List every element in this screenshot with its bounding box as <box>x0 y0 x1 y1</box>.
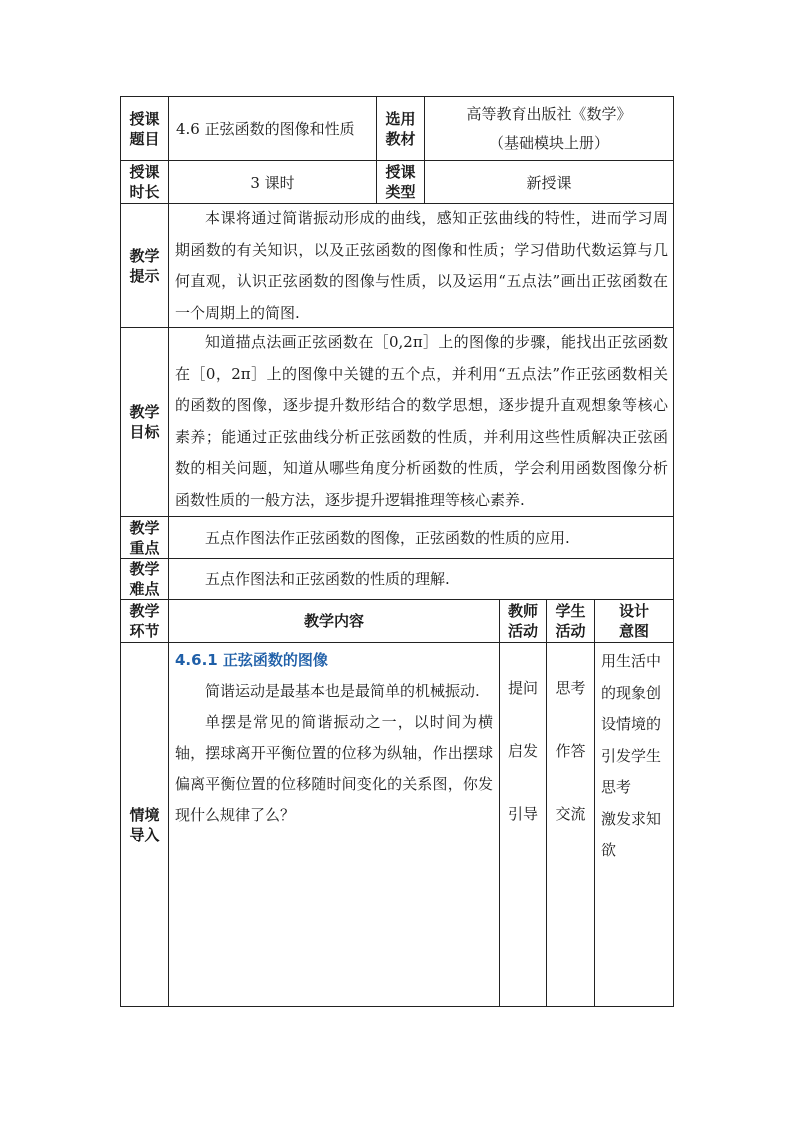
label-line: 授课 <box>129 163 160 181</box>
design-line: 用生活中 <box>601 652 662 670</box>
label-line: 活动 <box>507 622 538 640</box>
difficulty-text: 五点作图法和正弦函数的性质的理解. <box>205 570 450 588</box>
duration-text: 3 课时 <box>250 173 295 192</box>
label-line: 授课 <box>129 109 160 128</box>
stage-header <box>121 600 168 642</box>
label-line: 教学 <box>129 518 160 537</box>
objective-label <box>121 328 168 516</box>
label-line: 教师 <box>507 602 538 620</box>
hint-label <box>121 204 168 327</box>
label-line: 设计 <box>618 602 649 620</box>
lesson-topic <box>176 97 374 160</box>
student-activity: 作答 <box>555 742 586 760</box>
teacher-activity: 提问 <box>507 679 538 697</box>
teacher-activities <box>500 673 546 831</box>
type-label <box>377 161 424 203</box>
difficulty-label <box>121 559 168 599</box>
teacher-activity: 引导 <box>507 805 538 823</box>
lesson-duration <box>169 161 376 203</box>
label-line: 授课 <box>385 163 416 181</box>
label-line: 情境 <box>129 805 160 824</box>
material-label <box>377 97 424 160</box>
intro-content <box>175 646 493 1006</box>
label-line: 导入 <box>129 825 160 844</box>
label-line: 类型 <box>385 183 416 201</box>
label-line: 提示 <box>129 266 160 285</box>
label-line: 教材 <box>385 129 416 148</box>
label-line: 意图 <box>618 622 649 640</box>
content-header <box>169 600 499 642</box>
label-line: 题目 <box>129 129 160 148</box>
label-line: 教学 <box>129 403 160 421</box>
student-header <box>547 600 594 642</box>
textbook <box>425 97 673 160</box>
teacher-activity: 启发 <box>507 742 538 760</box>
topic-label <box>121 97 168 160</box>
label-line: 活动 <box>555 622 586 640</box>
teaching-difficulty <box>175 559 668 599</box>
topic-text: 4.6 正弦函数的图像和性质 <box>176 120 355 138</box>
student-activity: 交流 <box>555 805 586 823</box>
design-line: 欲 <box>601 841 617 859</box>
teacher-header <box>500 600 546 642</box>
design-line: 引发学生 <box>601 746 662 765</box>
label-line: 时长 <box>129 183 160 201</box>
textbook-line: 高等教育出版社《数学》 <box>466 104 632 123</box>
label-line: 目标 <box>129 423 160 441</box>
student-activity: 思考 <box>555 679 586 697</box>
label-line: 选用 <box>385 109 416 128</box>
hint-text: 本课将通过简谐振动形成的曲线，感知正弦曲线的特性，进而学习周期函数的有关知识，以及正弦函数的图像和性质；学习借助代数运算与几何直观，认识正弦函数的图像与性质，以及运用“五点法”画出正弦函数在一个周期上的简图. <box>175 209 668 322</box>
col-border <box>168 96 169 1007</box>
col-border <box>673 96 674 1007</box>
teaching-hint <box>175 203 668 327</box>
label-line: 教学 <box>129 602 160 620</box>
teaching-objective <box>175 327 668 516</box>
row-border <box>120 1006 674 1007</box>
intro-paragraph: 单摆是常见的简谐振动之一，以时间为横轴，摆球离开平衡位置的位移为纵轴，作出摆球偏离平衡位置的位移随时间变化的关系图，你发现什么规律了么？ <box>175 713 493 824</box>
design-line: 思考 <box>601 778 632 796</box>
keypoint-label <box>121 517 168 558</box>
student-activities <box>547 673 594 831</box>
label-line: 教学 <box>129 246 160 265</box>
design-line: 的现象创 <box>601 683 662 702</box>
textbook-line: （基础模块上册） <box>488 133 609 152</box>
header-text: 教学内容 <box>303 612 364 630</box>
row-border <box>120 642 674 643</box>
design-header <box>595 600 673 642</box>
design-line: 设情境的 <box>601 715 662 733</box>
design-line: 激发求知 <box>601 809 662 828</box>
type-text: 新授课 <box>526 173 572 192</box>
duration-label <box>121 161 168 203</box>
objective-text: 知道描点法画正弦函数在［0,2π］上的图像的步骤，能找出正弦函数在［0，2π］上的图像中关键的五个点，并利用“五点法”作正弦函数相关的函数的图像，逐步提升数形结合的数学思想，逐步提升直观想象等核心素养；能通过正弦曲线分析正弦函数的性质，并利用这些性质解决正弦函数的相关问题，知道从哪些角度分析函数的性质，学会利用函数图像分析函数性质的一般方法，逐步提升逻辑推理等核心素养. <box>175 333 668 509</box>
label-line: 重点 <box>129 538 160 557</box>
section-title: 4.6.1 正弦函数的图像 <box>175 651 328 669</box>
intro-stage-label <box>121 643 168 1006</box>
keypoint-text: 五点作图法作正弦函数的图像，正弦函数的性质的应用. <box>205 528 570 547</box>
teaching-keypoint <box>175 517 668 558</box>
design-intent <box>601 646 673 867</box>
intro-paragraph: 简谐运动是最基本也是最简单的机械振动. <box>205 682 480 700</box>
lesson-type <box>425 161 673 203</box>
col-border <box>594 599 595 1007</box>
label-line: 环节 <box>129 622 160 640</box>
label-line: 学生 <box>555 602 586 620</box>
label-line: 难点 <box>129 580 160 598</box>
label-line: 教学 <box>129 560 160 578</box>
